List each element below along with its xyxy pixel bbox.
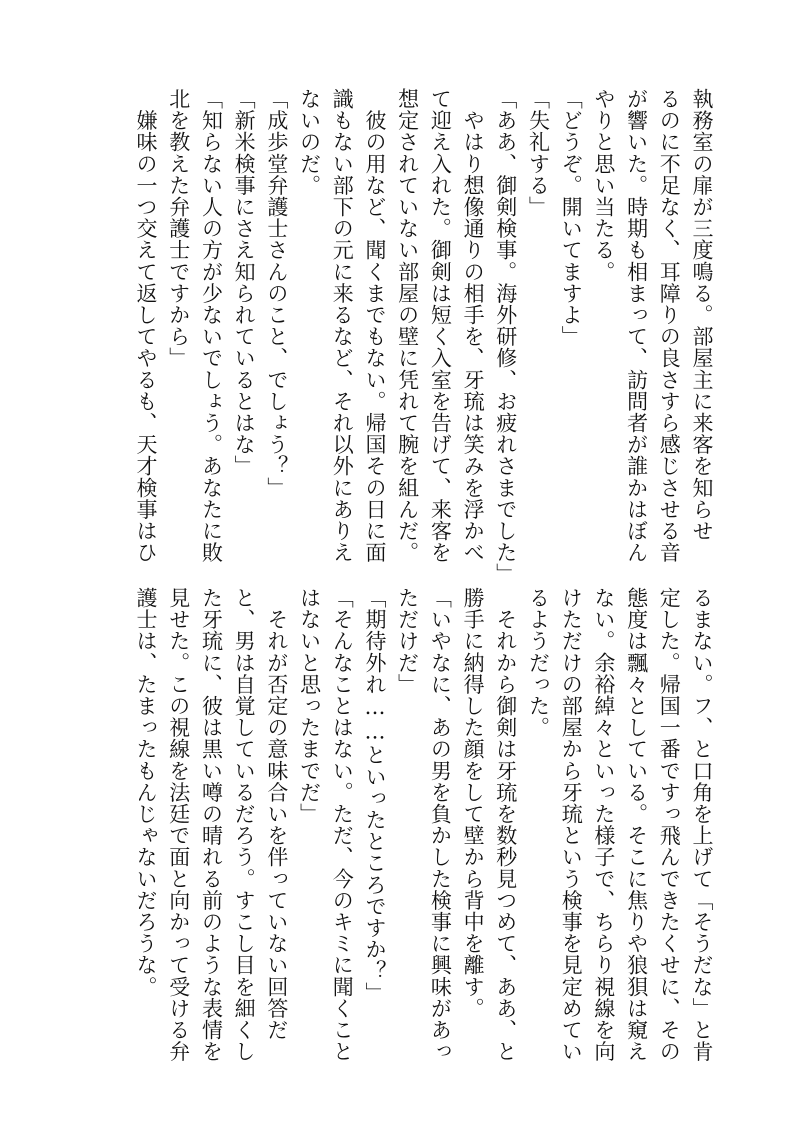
upper-text-block (129, 88, 718, 585)
text-line: るのに不足なく、耳障りの良さすら感じさせる音 (657, 88, 682, 564)
text-line: 「新米検事にさえ知られているとはな」 (232, 88, 257, 477)
text-line: 「知らない人の方が少ないでしょう。あなたに敗 (199, 88, 224, 564)
text-line: ただけだ」 (395, 587, 420, 695)
text-line: 「そんなことはない。ただ、今のキミに聞くこと (330, 587, 355, 1063)
text-line: それから御剣は牙琉を数秒見つめて、ああ、と (493, 587, 518, 1063)
text-line: それが否定の意味合いを伴っていない回答だ (264, 587, 289, 1041)
text-line: 「どうぞ。開いてますよ」 (559, 88, 584, 348)
text-line: 「期待外れ……といったところですか？」 (362, 587, 387, 1004)
text-line: 「成歩堂弁護士さんのこと、でしょう？」 (264, 88, 289, 499)
text-line: て迎え入れた。御剣は短く入室を告げて、来客を (428, 88, 453, 564)
text-line: 識もない部下の元に来るなど、それ以外にありえ (330, 88, 355, 564)
text-line: るまない。フ、と口角を上げて「そうだな」と肯 (690, 587, 714, 1063)
text-line: ない。余裕綽々といった様子で、ちらり視線を向 (591, 587, 616, 1063)
text-line: 「いやなに、あの男を負かした検事に興味があっ (428, 587, 453, 1063)
text-line: やりと思い当たる。 (591, 88, 616, 283)
text-line: 定した。帰国一番ですっ飛んできたくせに、その (657, 587, 682, 1063)
text-line: 見せた。この視線を法廷で面と向かって受ける弁 (166, 587, 191, 1063)
text-line: が響いた。時期も相まって、訪問者が誰かはぼん (624, 88, 649, 564)
text-line: 執務室の扉が三度鳴る。部屋主に来客を知らせ (690, 88, 714, 542)
text-line: 「ああ、御剣検事。海外研修、お疲れさまでした」 (493, 88, 518, 585)
text-line: 嫌味の一つ交えて返してやるも、天才検事はひ (134, 88, 159, 564)
text-line: 想定されていない部屋の壁に凭れて腕を組んだ。 (395, 88, 420, 564)
text-line: るようだった。 (526, 587, 551, 739)
text-line: 彼の用など、聞くまでもない。帰国その日に面 (362, 88, 387, 564)
text-line: はないと思ったまでだ」 (297, 587, 322, 825)
text-line: 北を教えた弁護士ですから」 (166, 88, 191, 369)
text-line: た牙琉に、彼は黒い噂の晴れる前のような表情を (199, 587, 224, 1063)
text-line: 護士は、たまったもんじゃないだろうな。 (134, 587, 159, 998)
text-line: やはり想像通りの相手を、牙琉は笑みを浮かべ (461, 88, 486, 564)
text-line: 勝手に納得した顔をして壁から背中を離す。 (461, 587, 486, 1019)
text-line: と、男は自覚しているだろう。すこし目を細くし (232, 587, 257, 1063)
lower-text-block (129, 587, 718, 1063)
text-line: 「失礼する」 (526, 88, 551, 218)
text-line: 態度は飄々としている。そこに焦りや狼狽は窺え (624, 587, 649, 1063)
text-line: けただけの部屋から牙琉という検事を見定めてい (559, 587, 584, 1063)
text-line: ないのだ。 (297, 88, 322, 196)
